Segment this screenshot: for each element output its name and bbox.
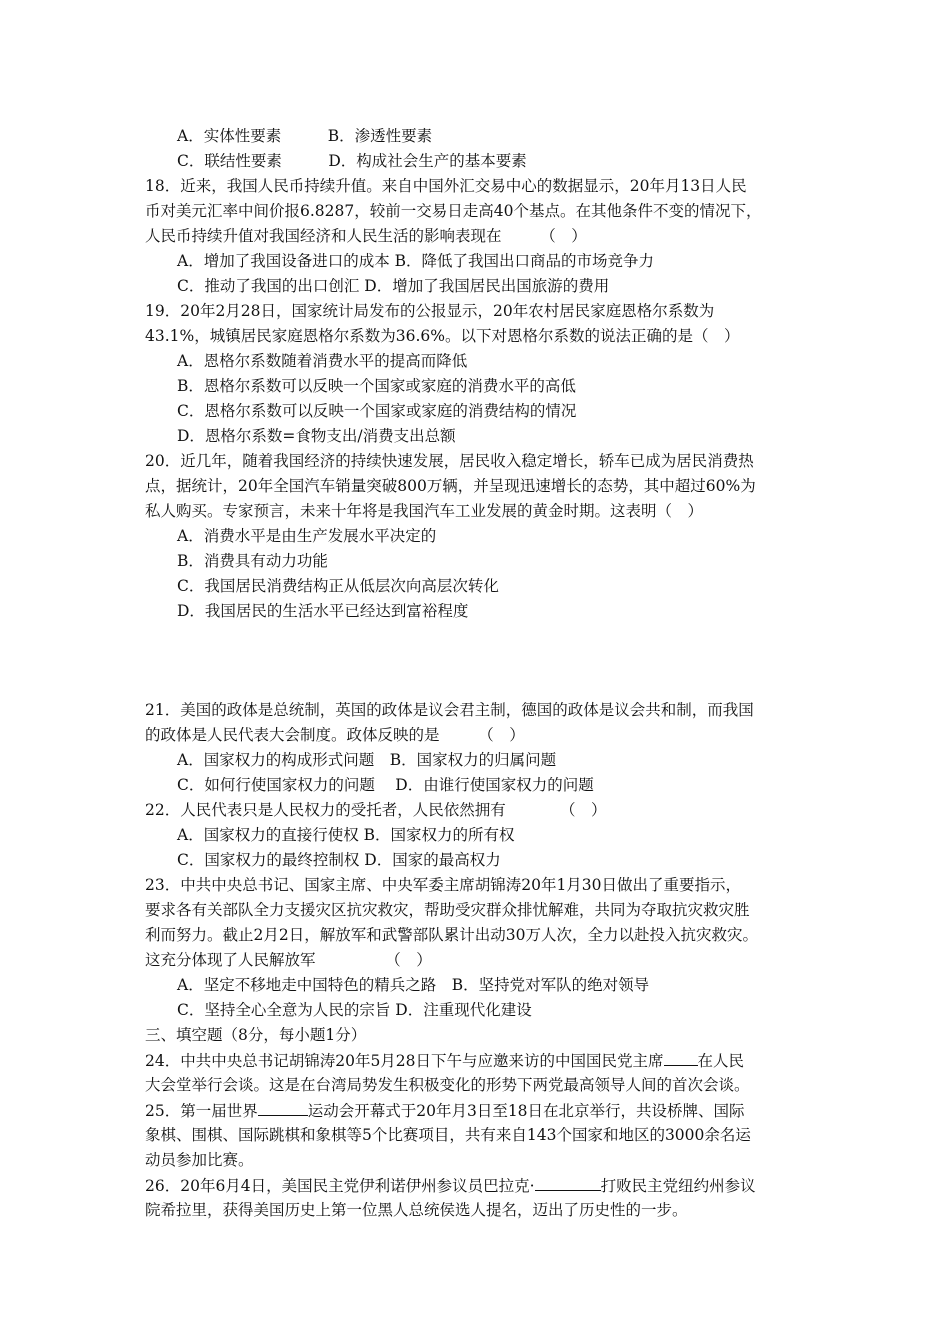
q21-stem-line1: 21．美国的政体是总统制，英国的政体是议会君主制，德国的政体是议会共和制，而我国 bbox=[145, 701, 754, 719]
q20-option-d: D．我国居民的生活水平已经达到富裕程度 bbox=[177, 602, 469, 620]
q22-options-cd: C．国家权力的最终控制权 D．国家的最高权力 bbox=[177, 851, 501, 869]
q26-answer-blank[interactable] bbox=[535, 1173, 601, 1191]
q20-option-a: A．消费水平是由生产发展水平决定的 bbox=[177, 527, 437, 545]
q21-options-cd: C．如何行使国家权力的问题 D．由谁行使国家权力的问题 bbox=[177, 776, 594, 794]
q24-text-before-blank: 24．中共中央总书记胡锦涛20年5月28日下午与应邀来访的中国国民党主席 bbox=[145, 1052, 664, 1070]
q18-stem-line3: 人民币持续升值对我国经济和人民生活的影响表现在 （ ） bbox=[145, 227, 587, 245]
q23-stem-line2: 要求各有关部队全力支援灾区抗灾救灾，帮助受灾群众排忧解难，共同为夺取抗灾救灾胜 bbox=[145, 901, 750, 919]
q24-stem-line2: 大会堂举行会谈。这是在台湾局势发生积极变化的形势下两党最高领导人间的首次会谈。 bbox=[145, 1076, 750, 1094]
q19-option-c: C．恩格尔系数可以反映一个国家或家庭的消费结构的情况 bbox=[177, 402, 577, 420]
q17-options-ab: A．实体性要素 B．渗透性要素 bbox=[177, 127, 433, 145]
q26-stem-line2: 院希拉里，获得美国历史上第一位黑人总统侯选人提名，迈出了历史性的一步。 bbox=[145, 1201, 688, 1219]
q25-stem-line1 bbox=[145, 1098, 745, 1122]
q19-option-b: B．恩格尔系数可以反映一个国家或家庭的消费水平的高低 bbox=[177, 377, 576, 395]
q18-options-cd: C．推动了我国的出口创汇 D．增加了我国居民出国旅游的费用 bbox=[177, 277, 610, 295]
q23-stem-line3: 利而努力。截止2月2日，解放军和武警部队累计出动30万人次，全力以赴投入抗灾救灾。 bbox=[145, 926, 758, 944]
q17-options-cd: C．联结性要素 D．构成社会生产的基本要素 bbox=[177, 152, 527, 170]
q23-stem-line4: 这充分体现了人民解放军 （ ） bbox=[145, 951, 432, 969]
q18-options-ab: A．增加了我国设备进口的成本 B．降低了我国出口商品的市场竞争力 bbox=[177, 252, 655, 270]
q24-text-after-blank: 在人民 bbox=[697, 1052, 745, 1070]
q19-option-d: D．恩格尔系数=食物支出/消费支出总额 bbox=[177, 427, 456, 445]
q25-stem-line2: 象棋、围棋、国际跳棋和象棋等5个比赛项目，共有来自143个国家和地区的3000余名运 bbox=[145, 1126, 751, 1144]
q24-answer-blank[interactable] bbox=[664, 1048, 698, 1066]
q22-options-ab: A．国家权力的直接行使权 B．国家权力的所有权 bbox=[177, 826, 515, 844]
q23-stem-line1: 23．中共中央总书记、国家主席、中央军委主席胡锦涛20年1月30日做出了重要指示， bbox=[145, 876, 742, 894]
q20-stem-line2: 点，据统计，20年全国汽车销量突破800万辆，并呈现迅速增长的态势，其中超过60%为 bbox=[145, 477, 756, 495]
q26-text-before-blank: 26．20年6月4日，美国民主党伊利诺伊州参议员巴拉克· bbox=[145, 1177, 535, 1195]
q21-stem-line2: 的政体是人民代表大会制度。政体反映的是 （ ） bbox=[145, 726, 525, 744]
q19-stem-line2: 43.1%，城镇居民家庭恩格尔系数为36.6%。以下对恩格尔系数的说法正确的是（ ） bbox=[145, 327, 740, 345]
q25-text-after-blank: 运动会开幕式于20年月3日至18日在北京举行，共设桥牌、国际 bbox=[307, 1102, 745, 1120]
q25-stem-line3: 动员参加比赛。 bbox=[145, 1151, 254, 1169]
q19-stem-line1: 19．20年2月28日，国家统计局发布的公报显示，20年农村居民家庭恩格尔系数为 bbox=[145, 302, 715, 320]
q22-stem-line1: 22．人民代表只是人民权力的受托者，人民依然拥有 （ ） bbox=[145, 801, 607, 819]
q23-options-ab: A．坚定不移地走中国特色的精兵之路 B．坚持党对军队的绝对领导 bbox=[177, 976, 650, 994]
section-heading-fill-in: 三、填空题（8分，每小题1分） bbox=[145, 1026, 367, 1044]
q25-answer-blank[interactable] bbox=[258, 1098, 308, 1116]
q20-option-c: C．我国居民消费结构正从低层次向高层次转化 bbox=[177, 577, 499, 595]
q26-text-after-blank: 打败民主党纽约州参议 bbox=[600, 1177, 756, 1195]
q26-stem-line1 bbox=[145, 1173, 756, 1197]
q18-stem-line1: 18．近来，我国人民币持续升值。来自中国外汇交易中心的数据显示，20年月13日人民 bbox=[145, 177, 747, 195]
q24-stem-line1 bbox=[145, 1048, 744, 1072]
q20-stem-line3: 私人购买。专家预言，未来十年将是我国汽车工业发展的黄金时期。这表明（ ） bbox=[145, 502, 704, 520]
q20-stem-line1: 20．近几年，随着我国经济的持续快速发展，居民收入稳定增长，轿车已成为居民消费热 bbox=[145, 452, 754, 470]
q21-options-ab: A．国家权力的构成形式问题 B．国家权力的归属问题 bbox=[177, 751, 557, 769]
q18-stem-line2: 币对美元汇率中间价报6.8287，较前一交易日走高40个基点。在其他条件不变的情况下， bbox=[145, 202, 762, 220]
q19-option-a: A．恩格尔系数随着消费水平的提高而降低 bbox=[177, 352, 468, 370]
q25-text-before-blank: 25．第一届世界 bbox=[145, 1102, 258, 1120]
q23-options-cd: C．坚持全心全意为人民的宗旨 D．注重现代化建设 bbox=[177, 1001, 532, 1019]
q20-option-b: B．消费具有动力功能 bbox=[177, 552, 328, 570]
